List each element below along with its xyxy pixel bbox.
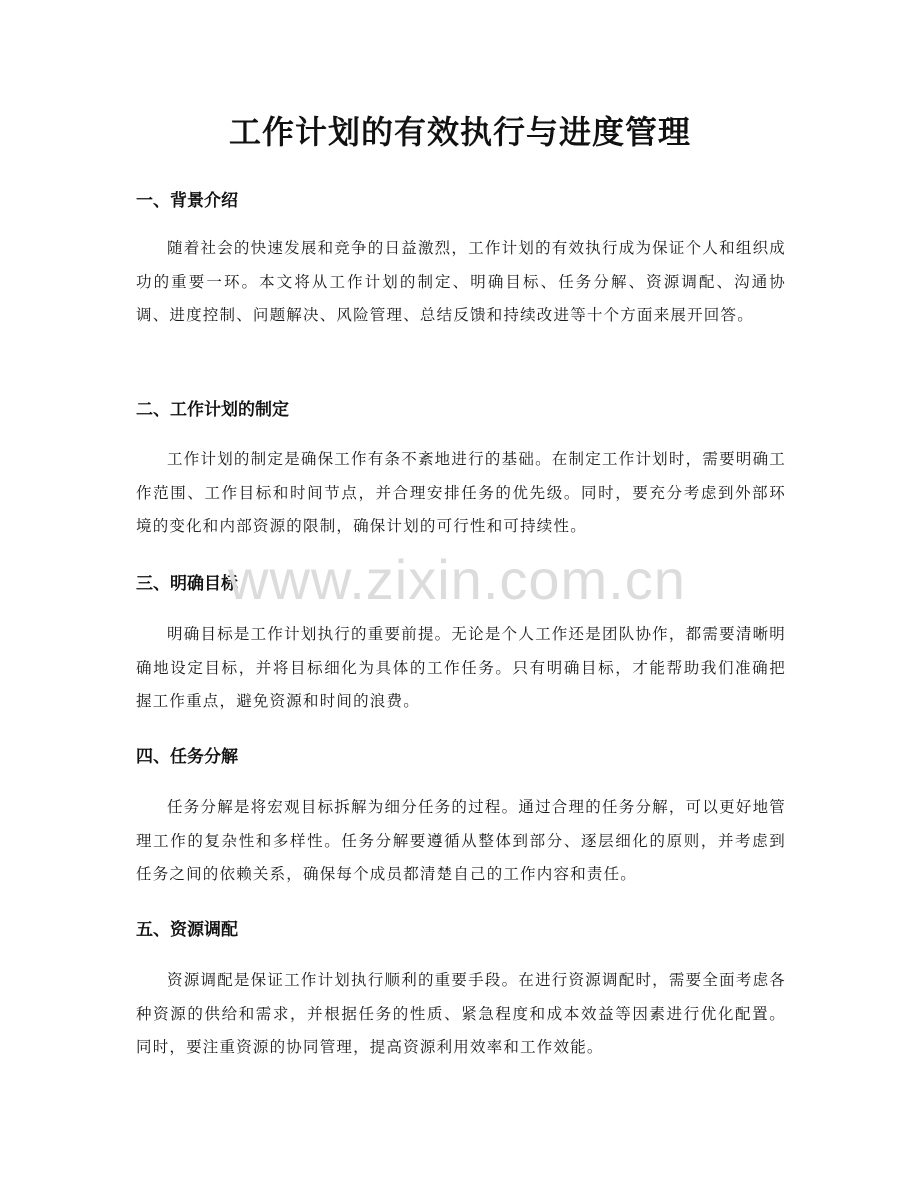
section-paragraph-plan-making: 工作计划的制定是确保工作有条不紊地进行的基础。在制定工作计划时，需要明确工作范围、工作目标和时间节点，并合理安排任务的优先级。同时，要充分考虑到外部环境的变化和内部资源的限制，确保计划的可行性和可持续性。 bbox=[136, 450, 786, 535]
section-paragraph-clear-goals: 明确目标是工作计划执行的重要前提。无论是个人工作还是团队协作，都需要清晰明确地设定目标，并将目标细化为具体的工作任务。只有明确目标，才能帮助我们准确把握工作重点，避免资源和时间的浪费。 bbox=[136, 625, 786, 710]
section-heading-task-breakdown: 四、任务分解 bbox=[136, 747, 238, 767]
page-title: 工作计划的有效执行与进度管理 bbox=[228, 113, 691, 151]
section-heading-clear-goals: 三、明确目标 bbox=[136, 574, 238, 594]
watermark-text: www.zixin.com.cn bbox=[228, 548, 686, 611]
section-paragraph-resource-allocation: 资源调配是保证工作计划执行顺利的重要手段。在进行资源调配时，需要全面考虑各种资源的供给和需求，并根据任务的性质、紧急程度和成本效益等因素进行优化配置。同时，要注重资源的协同管理，提高资源利用效率和工作效能。 bbox=[136, 971, 786, 1056]
section-heading-plan-making: 二、工作计划的制定 bbox=[136, 400, 289, 420]
section-heading-resource-allocation: 五、资源调配 bbox=[136, 920, 238, 940]
section-paragraph-background: 随着社会的快速发展和竞争的日益激烈，工作计划的有效执行成为保证个人和组织成功的重要一环。本文将从工作计划的制定、明确目标、任务分解、资源调配、沟通协调、进度控制、问题解决、风险管理、总结反馈和持续改进等十个方面来展开回答。 bbox=[136, 239, 786, 324]
section-paragraph-task-breakdown: 任务分解是将宏观目标拆解为细分任务的过程。通过合理的任务分解，可以更好地管理工作的复杂性和多样性。任务分解要遵循从整体到部分、逐层细化的原则，并考虑到任务之间的依赖关系，确保每个成员都清楚自己的工作内容和责任。 bbox=[136, 798, 786, 883]
section-heading-background: 一、背景介绍 bbox=[136, 191, 238, 211]
